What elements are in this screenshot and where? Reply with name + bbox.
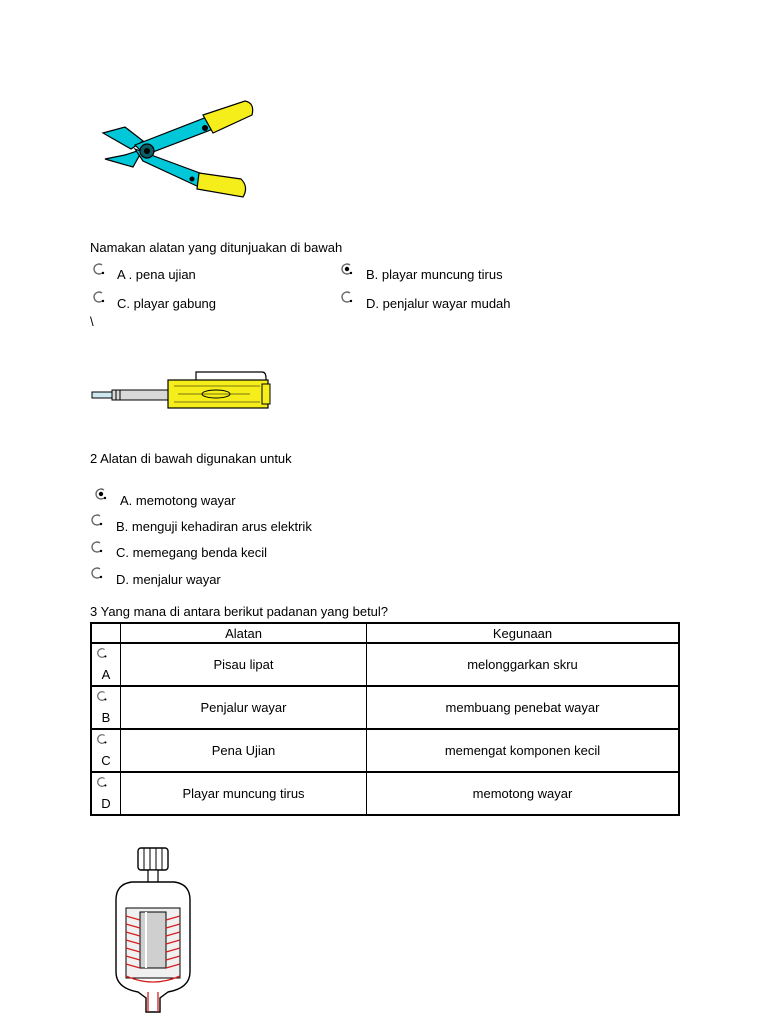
q3-table [90,622,680,816]
table-header-blank [91,623,121,643]
table-row [91,729,679,772]
radio-empty-icon[interactable] [340,290,354,304]
use-cell: melonggarkan skru [367,643,680,686]
radio-empty-icon[interactable] [96,733,108,745]
table-row [91,772,679,815]
radio-empty-icon[interactable] [96,647,108,659]
q2-option-c[interactable]: C. memegang benda kecil [116,545,268,560]
table-row [91,686,679,729]
q1-question: Namakan alatan yang ditunjuakan di bawah [90,240,343,255]
option-cell-d[interactable] [91,772,121,815]
option-letter: B [101,710,111,725]
component-illustration [108,842,198,1018]
option-cell-b[interactable] [91,686,121,729]
option-cell-a[interactable] [91,643,121,686]
q1-option-a[interactable]: A . pena ujian [117,267,196,282]
stray-backslash: \ [90,314,94,329]
tool-cell: Pisau lipat [121,643,367,686]
tool-cell: Pena Ujian [121,729,367,772]
option-letter: C [101,753,111,768]
table-header-kegunaan: Kegunaan [367,623,680,643]
q1-option-b[interactable]: B. playar muncung tirus [366,267,503,282]
test-pen-illustration [90,368,275,413]
q2-option-b[interactable]: B. menguji kehadiran arus elektrik [116,519,312,534]
q3-question: 3 Yang mana di antara berikut padanan yang betul? [90,604,389,619]
pliers-illustration [95,95,260,205]
table-header-alatan: Alatan [121,623,367,643]
use-cell: memotong wayar [367,772,680,815]
radio-empty-icon[interactable] [90,513,104,527]
option-letter: A [101,667,111,682]
radio-empty-icon[interactable] [90,540,104,554]
tool-cell: Penjalur wayar [121,686,367,729]
use-cell: memengat komponen kecil [367,729,680,772]
use-cell: membuang penebat wayar [367,686,680,729]
q1-option-d[interactable]: D. penjalur wayar mudah [366,296,511,311]
tool-cell: Playar muncung tirus [121,772,367,815]
q2-question: 2 Alatan di bawah digunakan untuk [90,451,292,466]
radio-empty-icon[interactable] [96,690,108,702]
q2-option-d[interactable]: D. menjalur wayar [116,572,221,587]
radio-filled-icon[interactable] [340,262,354,276]
q1-option-c[interactable]: C. playar gabung [117,296,217,311]
radio-empty-icon[interactable] [92,262,106,276]
radio-filled-icon[interactable] [94,487,108,501]
radio-empty-icon[interactable] [90,566,104,580]
q2-option-a[interactable]: A. memotong wayar [120,493,236,508]
radio-empty-icon[interactable] [92,290,106,304]
table-row [91,643,679,686]
option-cell-c[interactable] [91,729,121,772]
option-letter: D [101,796,111,811]
radio-empty-icon[interactable] [96,776,108,788]
